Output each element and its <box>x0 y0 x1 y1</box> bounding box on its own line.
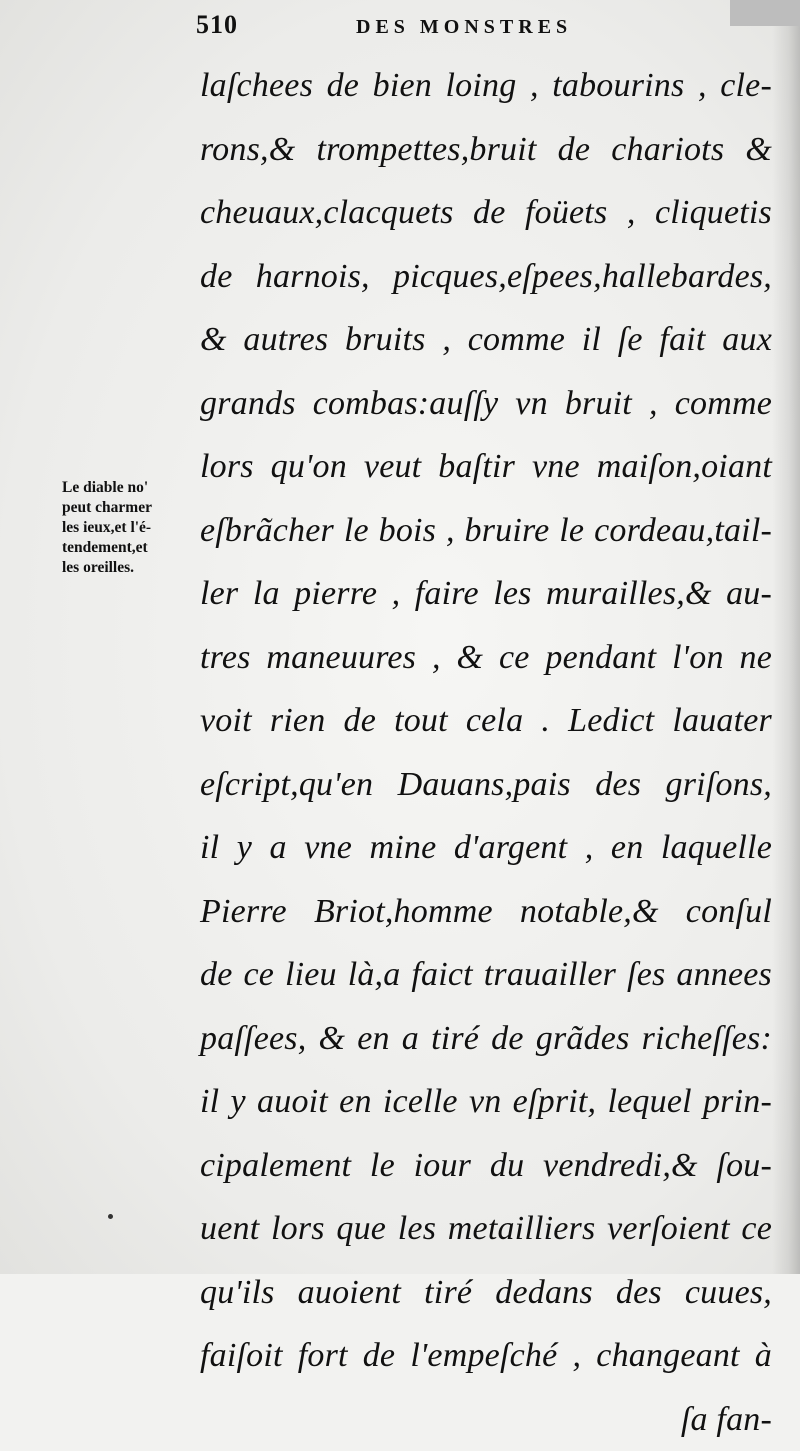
text-line: il y a vne mine d'argent , en laquelle <box>200 816 772 880</box>
ink-speck <box>108 1214 113 1219</box>
text-line: ler la pierre , faire les murailles,& au- <box>200 562 772 626</box>
text-line: faiſoit fort de l'empeſché , changeant à <box>200 1324 772 1388</box>
text-line: voit rien de tout cela . Ledict lauater <box>200 689 772 753</box>
margin-note <box>62 478 202 578</box>
page-number: 510 <box>196 10 238 40</box>
text-line: tres maneuures , & ce pendant l'on ne <box>200 626 772 690</box>
text-line: & autres bruits , comme il ſe fait aux <box>200 308 772 372</box>
text-line: lors qu'on veut baſtir vne maiſon,oiant <box>200 435 772 499</box>
running-title: DES MONSTRES <box>356 16 572 39</box>
page-edge-shadow <box>772 0 800 1274</box>
margin-note-line: tendement,et <box>62 538 202 558</box>
text-line: paſſees, & en a tiré de grãdes richeſſes: <box>200 1007 772 1071</box>
text-line: laſchees de bien loing , tabourins , cle- <box>200 54 772 118</box>
text-line: eſbrãcher le bois , bruire le cordeau,tail- <box>200 499 772 563</box>
margin-note-line: les ieux,et l'é- <box>62 518 202 538</box>
text-line: qu'ils auoient tiré dedans des cuues, <box>200 1261 772 1325</box>
text-line: grands combas:auſſy vn bruit , comme <box>200 372 772 436</box>
text-line: cheuaux,clacquets de foüets , cliquetis <box>200 181 772 245</box>
margin-note-line: Le diable no' <box>62 478 202 498</box>
text-line: de harnois, picques,eſpees,hallebardes, <box>200 245 772 309</box>
text-line: de ce lieu là,a faict trauailler ſes annees <box>200 943 772 1007</box>
text-line: Pierre Briot,homme notable,& conſul <box>200 880 772 944</box>
text-line: uent lors que les metailliers verſoient ce <box>200 1197 772 1261</box>
text-line-catchword: ſa fan- <box>200 1388 772 1451</box>
body-text <box>200 54 772 1451</box>
text-line: eſcript,qu'en Dauans,pais des griſons, <box>200 753 772 817</box>
margin-note-line: les oreilles. <box>62 558 202 578</box>
running-head <box>196 10 756 44</box>
margin-note-line: peut charmer <box>62 498 202 518</box>
text-line: il y auoit en icelle vn eſprit, lequel prin- <box>200 1070 772 1134</box>
text-line: cipalement le iour du vendredi,& ſou- <box>200 1134 772 1198</box>
text-line: rons,& trompettes,bruit de chariots & <box>200 118 772 182</box>
